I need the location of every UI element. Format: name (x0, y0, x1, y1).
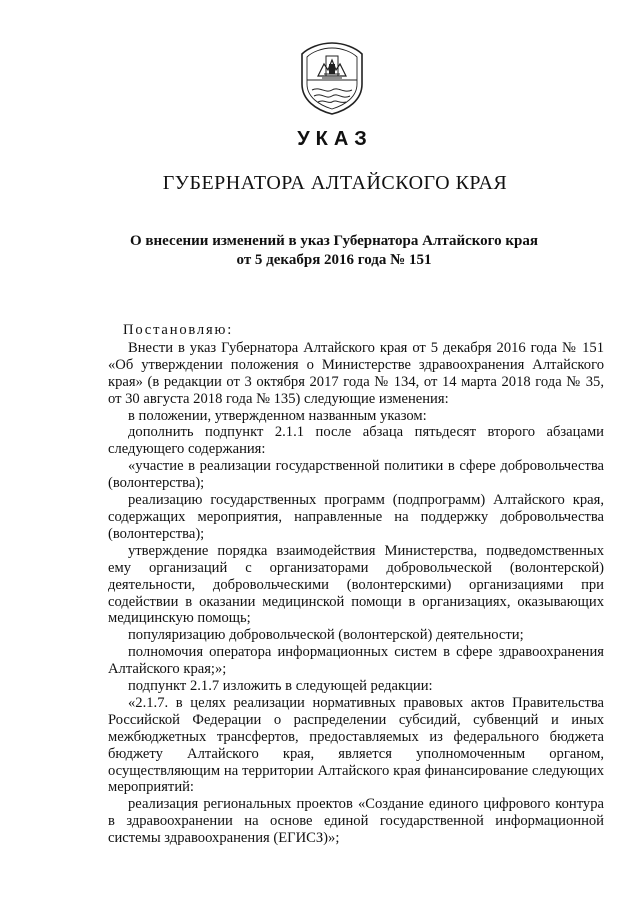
heading-line-1: О внесении изменений в указ Губернатора Алтайского края (130, 233, 538, 249)
body-paragraph: в положении, утвержденном названным указом: (128, 407, 427, 424)
issuer-subtitle: ГУБЕРНАТОРА АЛТАЙСКОГО КРАЯ (162, 172, 508, 194)
body-paragraph: «участие в реализации государственной политики в сфере добровольчества (волонтерства); (108, 458, 604, 492)
body-paragraph: Внести в указ Губернатора Алтайского края от 5 декабря 2016 года № 151 «Об утверждении положения о Министерстве здравоохранения Алтайского края» (в редакции от 3 октября 2017 года № 134, от 14 марта 2018 года № 35, от 30 августа 2018 года № 135) следующие изменения: (108, 339, 604, 407)
coat-of-arms-emblem (296, 40, 368, 116)
body-paragraph: реализацию государственных программ (подпрограмм) Алтайского края, содержащих мероприятия, направленные на поддержку добровольчества (волонтерства); (108, 492, 604, 542)
body-paragraph: утверждение порядка взаимодействия Министерства, подведомственных ему организаций с организаторами добровольческой (волонтерской) деятельности, добровольческими (волонтерскими) организациями при содействии в оказании медицинской помощи в организациях, оказывающих медицинскую помощь; (108, 542, 604, 627)
body-paragraph: реализация региональных проектов «Создание единого цифрового контура в здравоохранении на основе единой государственной информационной системы здравоохранения (ЕГИСЗ)»; (108, 796, 604, 847)
body-paragraph: подпункт 2.1.7 изложить в следующей редакции: (128, 678, 433, 695)
heading-line-2: от 5 декабря 2016 года № 151 (236, 252, 432, 268)
document-body (108, 322, 604, 847)
body-paragraph: полномочия оператора информационных систем в сфере здравоохранения Алтайского края;»; (108, 644, 604, 678)
decree-word: Постановляю: (123, 322, 234, 338)
body-paragraph: популяризацию добровольческой (волонтерской) деятельности; (128, 627, 524, 644)
document-type-title: УКАЗ (297, 128, 373, 150)
document-heading (0, 232, 640, 270)
body-paragraph: «2.1.7. в целях реализации нормативных правовых актов Правительства Российской Федерации о распределении субсидий, субвенций и иных межбюджетных трансфертов, предоставляемых из федерального бюджета бюджету Алтайского края, является уполномоченным органом, осуществляющим на территории Алтайского края финансирование следующих мероприятий: (108, 694, 604, 796)
body-paragraph: дополнить подпункт 2.1.1 после абзаца пятьдесят второго абзацами следующего содержания: (108, 424, 604, 458)
